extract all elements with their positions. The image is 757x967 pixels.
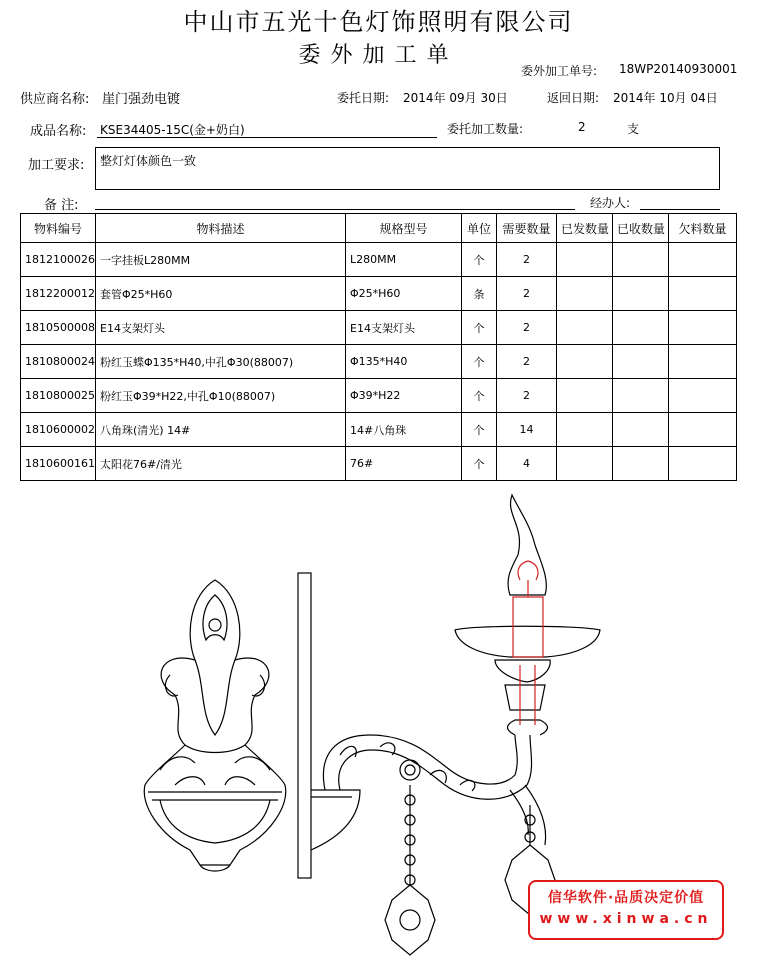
cell-desc: E14支架灯头: [96, 311, 346, 345]
cell-received: [613, 243, 669, 277]
return-date-value: 2014年 10月 04日: [613, 91, 718, 105]
cell-required: 2: [497, 311, 557, 345]
cell-code: 1810800024: [21, 345, 96, 379]
table-header-row: [21, 214, 737, 243]
cell-code: 1810600002: [21, 413, 96, 447]
header-spec: 规格型号: [346, 214, 462, 243]
cell-unit: 个: [462, 243, 497, 277]
requirement-label: 加工要求:: [28, 158, 85, 173]
cell-issued: [557, 379, 613, 413]
cell-issued: [557, 413, 613, 447]
product-label: 成品名称:: [30, 124, 87, 139]
remark-label: 备 注:: [44, 198, 79, 213]
cell-code: 1810600161: [21, 447, 96, 481]
header-shortage-qty: 欠料数量: [669, 214, 737, 243]
cell-required: 4: [497, 447, 557, 481]
header-material-code: 物料编号: [21, 214, 96, 243]
supplier-value: 崖门强劲电镀: [102, 92, 181, 107]
cell-issued: [557, 243, 613, 277]
product-value: KSE34405-15C(金+奶白): [100, 123, 245, 137]
entrust-date-value: 2014年 09月 30日: [403, 91, 508, 105]
cell-shortage: [669, 379, 737, 413]
cell-shortage: [669, 447, 737, 481]
table-row: [21, 311, 737, 345]
header-issued-qty: 已发数量: [557, 214, 613, 243]
requirement-value: 整灯灯体颜色一致: [100, 154, 197, 168]
cell-code: 1810500008: [21, 311, 96, 345]
watermark-url: www.xinwa.cn: [539, 911, 713, 927]
cell-code: 1810800025: [21, 379, 96, 413]
header-unit: 单位: [462, 214, 497, 243]
cell-required: 2: [497, 243, 557, 277]
cell-required: 2: [497, 345, 557, 379]
header-received-qty: 已收数量: [613, 214, 669, 243]
cell-issued: [557, 345, 613, 379]
cell-received: [613, 447, 669, 481]
cell-shortage: [669, 345, 737, 379]
header-material-desc: 物料描述: [96, 214, 346, 243]
cell-unit: 个: [462, 413, 497, 447]
cell-issued: [557, 277, 613, 311]
cell-spec: Φ25*H60: [346, 277, 462, 311]
cell-shortage: [669, 277, 737, 311]
entrust-date-label: 委托日期:: [337, 91, 390, 105]
candle-cup: [455, 495, 600, 710]
cell-required: 2: [497, 379, 557, 413]
cell-required: 2: [497, 277, 557, 311]
table-row: [21, 345, 737, 379]
qty-label: 委托加工数量:: [447, 122, 524, 136]
materials-table: [20, 213, 737, 481]
cell-unit: 条: [462, 277, 497, 311]
cell-desc: 八角珠(清光) 14#: [96, 413, 346, 447]
table-row: [21, 243, 737, 277]
cell-received: [613, 311, 669, 345]
qty-unit: 支: [627, 122, 640, 136]
handler-label: 经办人:: [590, 196, 631, 210]
backplate-front-view: [144, 580, 286, 871]
product-underline: [97, 137, 437, 138]
remark-underline: [95, 209, 575, 210]
form-title: 委外加工单: [298, 43, 459, 68]
cell-spec: 76#: [346, 447, 462, 481]
cell-received: [613, 379, 669, 413]
cell-required: 14: [497, 413, 557, 447]
company-name: 中山市五光十色灯饰照明有限公司: [183, 8, 574, 36]
table-row: [21, 379, 737, 413]
cell-issued: [557, 447, 613, 481]
lamp-arm: [323, 720, 547, 845]
cell-desc: 粉红玉Φ39*H22,中孔Φ10(88007): [96, 379, 346, 413]
watermark-slogan: 信华软件·品质决定价值: [547, 890, 705, 906]
table-row: [21, 447, 737, 481]
cell-received: [613, 277, 669, 311]
cell-shortage: [669, 413, 737, 447]
cell-spec: Φ39*H22: [346, 379, 462, 413]
requirement-box: [95, 147, 720, 190]
cell-received: [613, 345, 669, 379]
bulb-outline: [513, 561, 543, 725]
cell-spec: E14支架灯头: [346, 311, 462, 345]
cell-issued: [557, 311, 613, 345]
cell-desc: 太阳花76#/清光: [96, 447, 346, 481]
cell-code: 1812100026: [21, 243, 96, 277]
cell-spec: L280MM: [346, 243, 462, 277]
return-date-label: 返回日期:: [547, 91, 600, 105]
crystal-strand-left: [385, 785, 435, 955]
backplate-side-view: [298, 573, 360, 878]
cell-desc: 套管Φ25*H60: [96, 277, 346, 311]
cell-shortage: [669, 311, 737, 345]
cell-spec: 14#八角珠: [346, 413, 462, 447]
order-no-label: 委外加工单号:: [521, 64, 598, 78]
order-no: 18WP20140930001: [619, 62, 738, 76]
table-row: [21, 277, 737, 311]
cell-code: 1812200012: [21, 277, 96, 311]
table-row: [21, 413, 737, 447]
cell-desc: 一字挂板L280MM: [96, 243, 346, 277]
cell-desc: 粉红玉蝶Φ135*H40,中孔Φ30(88007): [96, 345, 346, 379]
cell-unit: 个: [462, 311, 497, 345]
qty-value: 2: [578, 120, 586, 134]
cell-spec: Φ135*H40: [346, 345, 462, 379]
cell-shortage: [669, 243, 737, 277]
cell-unit: 个: [462, 447, 497, 481]
cell-unit: 个: [462, 379, 497, 413]
header-required-qty: 需要数量: [497, 214, 557, 243]
handler-underline: [640, 209, 720, 210]
watermark-stamp: [528, 880, 724, 940]
cell-received: [613, 413, 669, 447]
supplier-label: 供应商名称:: [20, 92, 90, 107]
cell-unit: 个: [462, 345, 497, 379]
